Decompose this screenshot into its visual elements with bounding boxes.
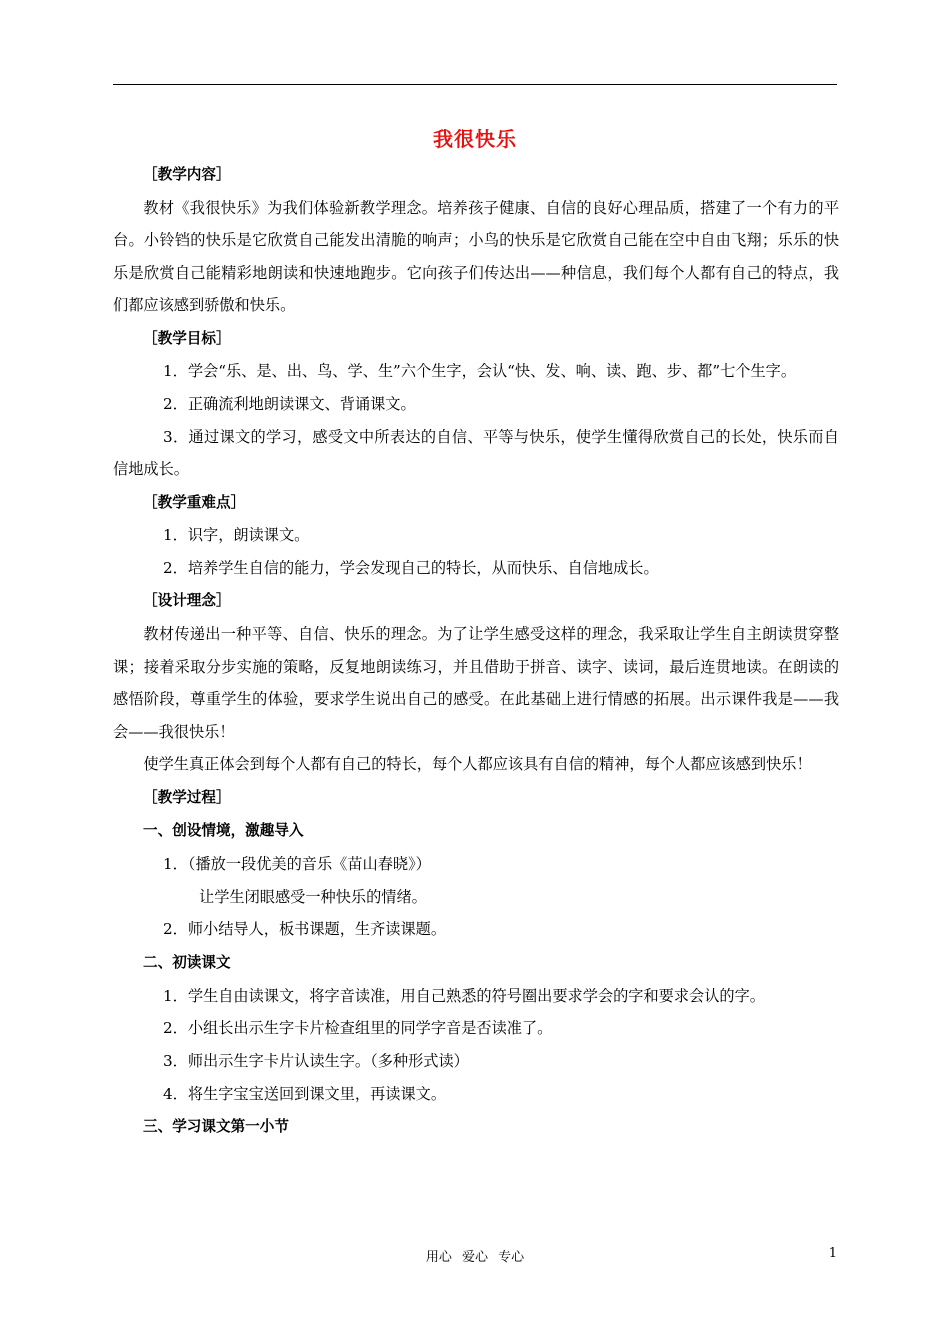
design-paragraph: 教材传递出一种平等、自信、快乐的理念。为了让学生感受这样的理念，我采取让学生自主朗读贯穿整课；接着采取分步实施的策略，反复地朗读练习，并且借助于拼音、读字、读词，最后连贯地读。在朗读的感悟阶段，尊重学生的体验，要求学生说出自己的感受。在此基础上进行情感的拓展。出示课件我是——我会——我很快乐！	[113, 624, 839, 741]
process-item: 1．学生自由读课文，将字音读准，用自己熟悉的符号圈出要求学会的字和要求会认的字。	[163, 986, 765, 1005]
goal-item: 1．学会“乐、是、出、鸟、学、生”六个生字，会认“快、发、响、读、跑、步、都”七个生字。	[163, 362, 797, 381]
page-number: 1	[828, 1246, 837, 1261]
section-heading-key-points: ［教学重难点］	[143, 493, 246, 511]
document-body	[113, 158, 839, 1144]
section-heading-content: ［教学内容］	[143, 166, 231, 183]
content-paragraph: 教材《我很快乐》为我们体验新教学理念。培养孩子健康、自信的良好心理品质，搭建了一个有力的平台。小铃铛的快乐是它欣赏自己能发出清脆的响声；小鸟的快乐是它欣赏自己能在空中自由飞翔；乐乐的快乐是欣赏自己能精彩地朗读和快速地跑步。它向孩子们传达出——种信息，我们每个人都有自己的特点，我们都应该感到骄傲和快乐。	[113, 198, 839, 315]
header-rule	[113, 84, 837, 85]
design-paragraph: 使学生真正体会到每个人都有自己的特长，每个人都应该具有自信的精神，每个人都应该感到快乐！	[143, 755, 812, 774]
process-item-detail: 让学生闭眼感受一种快乐的情绪。	[199, 887, 427, 906]
process-part-heading: 二、初读课文	[143, 953, 231, 971]
goal-item: 2．正确流利地朗读课文、背诵课文。	[163, 394, 416, 413]
process-item: 2．师小结导人，板书课题，生齐读课题。	[163, 920, 447, 939]
process-part-heading: 三、学习课文第一小节	[143, 1118, 289, 1136]
process-item: 4．将生字宝宝送回到课文里，再读课文。	[163, 1084, 447, 1103]
section-heading-goals: ［教学目标］	[143, 329, 231, 347]
process-part-heading: 一、创设情境，激趣导入	[143, 822, 304, 840]
process-item: 2．小组长出示生字卡片检查组里的同学字音是否读准了。	[163, 1019, 553, 1038]
key-point-item: 1．识字，朗读课文。	[163, 526, 310, 545]
goal-item: 3．通过课文的学习，感受文中所表达的自信、平等与快乐，使学生懂得欣赏自己的长处，快乐而自信地成长。	[113, 427, 839, 479]
key-point-item: 2．培养学生自信的能力，学会发现自己的特长，从而快乐、自信地成长。	[163, 558, 659, 577]
section-heading-process: ［教学过程］	[143, 788, 231, 806]
process-item: 3．师出示生字卡片认读生字。（多种形式读）	[163, 1051, 469, 1070]
section-heading-design: ［设计理念］	[143, 592, 231, 610]
document-title: 我很快乐	[433, 127, 517, 151]
footer-motto: 用心 爱心 专心	[425, 1250, 525, 1265]
process-item: 1．（播放一段优美的音乐《苗山春晓》）	[163, 855, 431, 874]
